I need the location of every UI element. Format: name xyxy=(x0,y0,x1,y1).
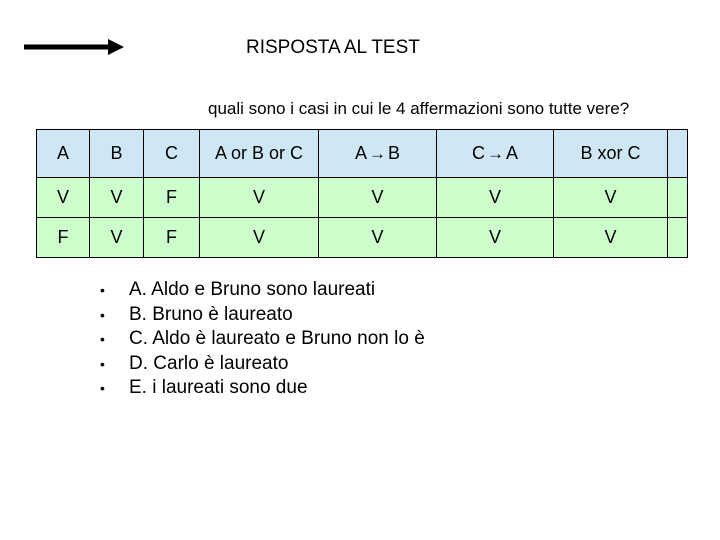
header-b-xor-c: B xor C xyxy=(554,130,668,178)
bullet-icon: • xyxy=(100,282,105,298)
table-cell: V xyxy=(319,218,437,258)
list-item xyxy=(100,303,425,328)
implies-arrow-icon: → xyxy=(369,144,386,163)
table-cell: V xyxy=(437,178,554,218)
table-cell: V xyxy=(319,178,437,218)
bullet-icon: • xyxy=(100,380,105,397)
table-cell: F xyxy=(144,178,200,218)
option-text: E. i laureati sono due xyxy=(129,377,308,399)
slide-title: RISPOSTA AL TEST xyxy=(246,37,420,58)
table-cell: V xyxy=(200,178,319,218)
table-cell: V xyxy=(90,218,144,258)
table-cell: V xyxy=(437,218,554,258)
header-a-or-b-or-c: A or B or C xyxy=(200,130,319,178)
blank-cell xyxy=(668,178,688,218)
table-header-row xyxy=(37,130,688,178)
table-row xyxy=(37,218,688,258)
list-item xyxy=(100,352,425,377)
header-c-implies-a xyxy=(437,130,554,178)
implies-arrow-icon: → xyxy=(486,144,504,163)
table-cell: V xyxy=(90,178,144,218)
header-a: A xyxy=(37,130,90,178)
bullet-icon: • xyxy=(100,331,105,348)
bullet-icon: • xyxy=(100,306,105,323)
table-cell: V xyxy=(200,218,319,258)
bullet-icon: • xyxy=(100,355,105,372)
truth-table xyxy=(36,129,688,258)
table-cell: V xyxy=(554,218,668,258)
header-c: C xyxy=(144,130,200,178)
header-a-implies-b-left: A xyxy=(354,143,367,163)
header-a-implies-b xyxy=(319,130,437,178)
option-text: B. Bruno è laureato xyxy=(129,303,293,325)
option-text: A. Aldo e Bruno sono laureati xyxy=(129,279,376,300)
table-cell: V xyxy=(554,178,668,218)
list-item xyxy=(100,278,425,303)
table-cell: F xyxy=(144,218,200,258)
list-item xyxy=(100,327,425,352)
arrow-right-icon xyxy=(24,38,124,56)
blank-cell xyxy=(668,130,688,178)
question-text: quali sono i casi in cui le 4 affermazioni sono tutte vere? xyxy=(208,99,630,118)
table-cell: V xyxy=(37,178,90,218)
table-cell: F xyxy=(37,218,90,258)
answer-options-list xyxy=(100,278,425,401)
header-c-implies-a-left: C xyxy=(471,143,485,163)
header-a-implies-b-right: B xyxy=(388,143,401,163)
table-row xyxy=(37,178,688,218)
header-b: B xyxy=(90,130,144,178)
option-text: D. Carlo è laureato xyxy=(129,352,289,374)
list-item xyxy=(100,376,425,401)
header-c-implies-a-right: A xyxy=(505,143,518,163)
option-text: C. Aldo è laureato e Bruno non lo è xyxy=(129,328,425,350)
blank-cell xyxy=(668,218,688,258)
